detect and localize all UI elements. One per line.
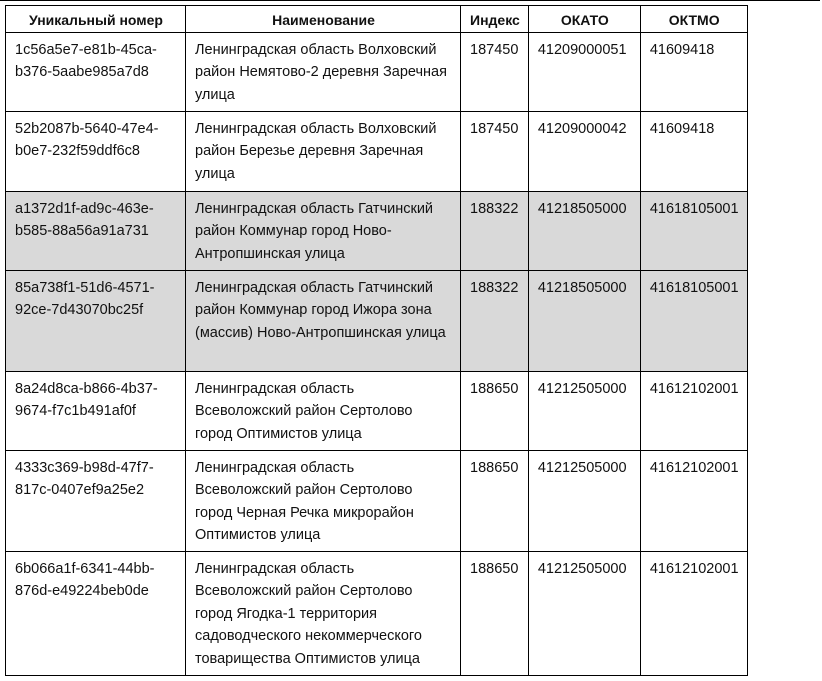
address-table — [5, 5, 748, 676]
cell-name: Ленинградская область Волховский район Березье деревня Заречная улица — [186, 111, 461, 191]
cell-name: Ленинградская область Всеволожский район Сертолово город Оптимистов улица — [186, 371, 461, 450]
cell-index: 188650 — [461, 551, 529, 675]
cell-name: Ленинградская область Гатчинский район Коммунар город Ново-Антропшинская улица — [186, 191, 461, 270]
cell-oktmo: 41618105001 — [640, 191, 747, 270]
cell-index: 188650 — [461, 371, 529, 450]
cell-index: 187450 — [461, 111, 529, 191]
cell-index: 187450 — [461, 32, 529, 111]
table-row — [6, 371, 748, 450]
cell-unique-number: a1372d1f-ad9c-463e- b585-88a56a91a731 — [6, 191, 186, 270]
cell-oktmo: 41612102001 — [640, 371, 747, 450]
cell-okato: 41212505000 — [528, 371, 640, 450]
cell-okato: 41209000051 — [528, 32, 640, 111]
cell-okato: 41218505000 — [528, 191, 640, 270]
header-row — [6, 6, 748, 33]
cell-okato: 41209000042 — [528, 111, 640, 191]
header-oktmo: ОКТМО — [640, 6, 747, 33]
table-row — [6, 191, 748, 270]
cell-unique-number: 1c56a5e7-e81b-45ca- b376-5aabe985a7d8 — [6, 32, 186, 111]
cell-oktmo: 41612102001 — [640, 551, 747, 675]
table-row — [6, 270, 748, 371]
cell-oktmo: 41612102001 — [640, 450, 747, 551]
cell-unique-number: 6b066a1f-6341-44bb- 876d-e49224beb0de — [6, 551, 186, 675]
header-unique-number: Уникальный номер — [6, 6, 186, 33]
cell-okato: 41218505000 — [528, 270, 640, 371]
table-row — [6, 551, 748, 675]
cell-oktmo: 41609418 — [640, 32, 747, 111]
cell-name: Ленинградская область Всеволожский район Сертолово город Ягодка-1 территория садоводческого некоммерческого товарищества Оптимистов улица — [186, 551, 461, 675]
table-row — [6, 111, 748, 191]
cell-unique-number: 4333c369-b98d-47f7- 817c-0407ef9a25e2 — [6, 450, 186, 551]
cell-oktmo: 41609418 — [640, 111, 747, 191]
cell-oktmo: 41618105001 — [640, 270, 747, 371]
table-row — [6, 450, 748, 551]
cell-name: Ленинградская область Всеволожский район Сертолово город Черная Речка микрорайон Оптимистов улица — [186, 450, 461, 551]
cell-index: 188322 — [461, 270, 529, 371]
cell-unique-number: 85a738f1-51d6-4571- 92ce-7d43070bc25f — [6, 270, 186, 371]
cell-unique-number: 8a24d8ca-b866-4b37- 9674-f7c1b491af0f — [6, 371, 186, 450]
cell-name: Ленинградская область Гатчинский район Коммунар город Ижора зона (массив) Ново-Антропшинская улица — [186, 270, 461, 371]
cell-name: Ленинградская область Волховский район Немятово-2 деревня Заречная улица — [186, 32, 461, 111]
header-index: Индекс — [461, 6, 529, 33]
cell-index: 188322 — [461, 191, 529, 270]
header-name: Наименование — [186, 6, 461, 33]
cell-unique-number: 52b2087b-5640-47e4- b0e7-232f59ddf6c8 — [6, 111, 186, 191]
cell-okato: 41212505000 — [528, 551, 640, 675]
cell-index: 188650 — [461, 450, 529, 551]
cell-okato: 41212505000 — [528, 450, 640, 551]
header-okato: ОКАТО — [528, 6, 640, 33]
table-row — [6, 32, 748, 111]
